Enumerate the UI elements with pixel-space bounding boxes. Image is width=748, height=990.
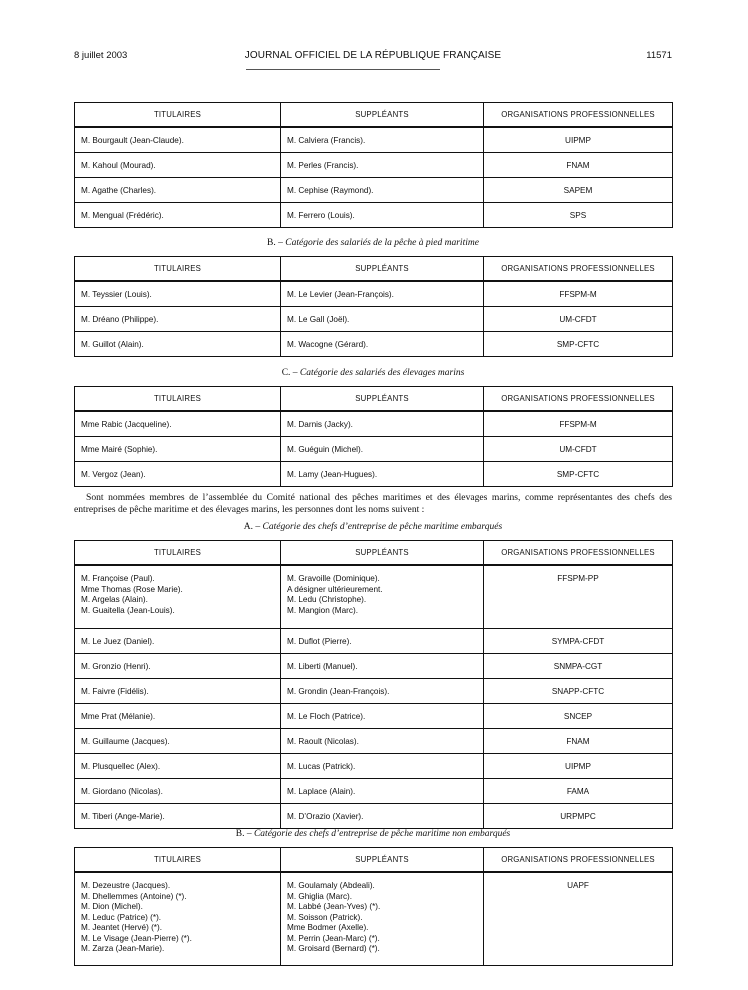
col-header-titulaires: TITULAIRES bbox=[75, 387, 281, 412]
table-salaries-peche-a-pied bbox=[74, 256, 673, 357]
suppleant-cell: M. Le Gall (Joël). bbox=[281, 307, 484, 332]
suppleant-cell: M. Cephise (Raymond). bbox=[281, 178, 484, 203]
section-title-b-chefs-non-embarques bbox=[74, 829, 672, 839]
col-header-organisations: ORGANISATIONS PROFESSIONNELLES bbox=[484, 541, 673, 566]
suppleants-list-cell bbox=[281, 872, 484, 966]
titulaire-name: Mme Thomas (Rose Marie). bbox=[81, 584, 183, 594]
table-row bbox=[75, 307, 673, 332]
col-header-organisations: ORGANISATIONS PROFESSIONNELLES bbox=[484, 387, 673, 412]
table-row bbox=[75, 203, 673, 228]
organisation-cell: FFSPM-M bbox=[484, 411, 673, 437]
suppleant-name: A désigner ultérieurement. bbox=[287, 584, 383, 594]
section-heading: Catégorie des chefs d’entreprise de pêche maritime embarqués bbox=[262, 522, 503, 532]
table-chefs-embarques bbox=[74, 540, 673, 829]
titulaire-cell: M. Guillaume (Jacques). bbox=[75, 729, 281, 754]
titulaire-cell: M. Agathe (Charles). bbox=[75, 178, 281, 203]
suppleant-cell: M. Duflot (Pierre). bbox=[281, 629, 484, 654]
titulaire-cell: M. Guillot (Alain). bbox=[75, 332, 281, 357]
titulaire-cell: M. Bourgault (Jean-Claude). bbox=[75, 127, 281, 153]
suppleant-cell: M. Guéguin (Michel). bbox=[281, 437, 484, 462]
section-title-c-salaries bbox=[74, 368, 672, 378]
col-header-suppleants: SUPPLÉANTS bbox=[281, 541, 484, 566]
organisation-cell: SAPEM bbox=[484, 178, 673, 203]
table-row bbox=[75, 411, 673, 437]
suppleant-cell: M. Ferrero (Louis). bbox=[281, 203, 484, 228]
organisation-cell: FNAM bbox=[484, 729, 673, 754]
suppleant-name: M. Perrin (Jean-Marc) (*). bbox=[287, 933, 380, 943]
section-heading: Catégorie des salariés des élevages marins bbox=[299, 368, 465, 378]
table-row bbox=[75, 754, 673, 779]
titulaire-name: M. Jeantet (Hervé) (*). bbox=[81, 923, 162, 932]
suppleant-name: M. Mangion (Marc). bbox=[287, 605, 358, 615]
titulaire-cell: M. Faivre (Fidélis). bbox=[75, 679, 281, 704]
header-journal-title: JOURNAL OFFICIEL DE LA RÉPUBLIQUE FRANÇAISE bbox=[244, 50, 502, 61]
titulaire-cell: M. Teyssier (Louis). bbox=[75, 281, 281, 307]
organisation-cell: SNAPP-CFTC bbox=[484, 679, 673, 704]
section-heading: Catégorie des chefs d’entreprise de pêche maritime non embarqués bbox=[253, 829, 511, 839]
organisation-cell: SMP-CFTC bbox=[484, 462, 673, 487]
section-prefix: A. – bbox=[243, 522, 261, 532]
suppleant-cell: M. Lucas (Patrick). bbox=[281, 754, 484, 779]
table-row bbox=[75, 437, 673, 462]
suppleant-cell: M. Calviera (Francis). bbox=[281, 127, 484, 153]
table-row bbox=[75, 127, 673, 153]
section-heading: Catégorie des salariés de la pêche à pied maritime bbox=[285, 238, 479, 248]
organisation-cell: UM-CFDT bbox=[484, 437, 673, 462]
titulaires-list-cell bbox=[75, 872, 281, 966]
col-header-suppleants: SUPPLÉANTS bbox=[281, 257, 484, 282]
page-header bbox=[74, 50, 672, 64]
titulaire-cell: Mme Prat (Mélanie). bbox=[75, 704, 281, 729]
suppleant-cell: M. Le Floch (Patrice). bbox=[281, 704, 484, 729]
section-title-a-chefs-embarques bbox=[74, 522, 672, 532]
col-header-suppleants: SUPPLÉANTS bbox=[281, 103, 484, 128]
titulaire-name: M. Dezeustre (Jacques). bbox=[81, 881, 171, 890]
table-row bbox=[75, 178, 673, 203]
col-header-suppleants: SUPPLÉANTS bbox=[281, 387, 484, 412]
titulaire-cell: Mme Rabic (Jacqueline). bbox=[75, 411, 281, 437]
suppleant-cell: M. Lamy (Jean-Hugues). bbox=[281, 462, 484, 487]
table-row bbox=[75, 872, 673, 966]
col-header-suppleants: SUPPLÉANTS bbox=[281, 848, 484, 873]
organisation-cell: UIPMP bbox=[484, 127, 673, 153]
col-header-titulaires: TITULAIRES bbox=[75, 257, 281, 282]
suppleant-name: M. Goulamaly (Abdeali). bbox=[287, 881, 375, 890]
table-row bbox=[75, 779, 673, 804]
organisation-cell bbox=[484, 872, 673, 966]
organisation-cell: SNCEP bbox=[484, 704, 673, 729]
suppleant-name: M. Gravoille (Dominique). bbox=[287, 574, 380, 583]
titulaire-cell: M. Mengual (Frédéric). bbox=[75, 203, 281, 228]
suppleant-cell: M. Darnis (Jacky). bbox=[281, 411, 484, 437]
table-row bbox=[75, 729, 673, 754]
titulaire-cell: M. Kahoul (Mourad). bbox=[75, 153, 281, 178]
organisation-name: UAPF bbox=[567, 881, 589, 890]
titulaire-cell: M. Le Juez (Daniel). bbox=[75, 629, 281, 654]
suppleant-cell: M. Grondin (Jean-François). bbox=[281, 679, 484, 704]
suppleants-list-cell bbox=[281, 565, 484, 629]
organisation-cell: SYMPA-CFDT bbox=[484, 629, 673, 654]
titulaire-name: M. Leduc (Patrice) (*). bbox=[81, 912, 162, 922]
titulaire-name: M. Argelas (Alain). bbox=[81, 595, 148, 604]
organisation-cell: FNAM bbox=[484, 153, 673, 178]
suppleant-cell: M. Liberti (Manuel). bbox=[281, 654, 484, 679]
col-header-organisations: ORGANISATIONS PROFESSIONNELLES bbox=[484, 103, 673, 128]
suppleant-name: Mme Bodmer (Axelle). bbox=[287, 923, 369, 932]
table-row bbox=[75, 679, 673, 704]
table-row bbox=[75, 629, 673, 654]
col-header-organisations: ORGANISATIONS PROFESSIONNELLES bbox=[484, 848, 673, 873]
table-row bbox=[75, 804, 673, 829]
suppleant-name: M. Groisard (Bernard) (*). bbox=[287, 944, 380, 953]
titulaire-name: M. Françoise (Paul). bbox=[81, 574, 155, 583]
section-prefix: B. – bbox=[267, 238, 283, 248]
suppleant-name: M. Ghiglia (Marc). bbox=[287, 891, 353, 901]
organisation-cell: FFSPM-M bbox=[484, 281, 673, 307]
header-rule bbox=[246, 69, 440, 70]
suppleant-cell: M. Raoult (Nicolas). bbox=[281, 729, 484, 754]
header-page-number: 11571 bbox=[646, 50, 672, 61]
titulaire-cell: M. Gronzio (Henri). bbox=[75, 654, 281, 679]
titulaire-name: M. Le Visage (Jean-Pierre) (*). bbox=[81, 933, 192, 943]
table-row bbox=[75, 462, 673, 487]
titulaires-list-cell bbox=[75, 565, 281, 629]
section-title-b-salaries bbox=[74, 238, 672, 248]
suppleant-name: M. Labbé (Jean-Yves) (*). bbox=[287, 902, 381, 911]
suppleant-name: M. Ledu (Christophe). bbox=[287, 595, 367, 604]
organisation-cell: UIPMP bbox=[484, 754, 673, 779]
suppleant-cell: M. Le Levier (Jean-François). bbox=[281, 281, 484, 307]
titulaire-cell: M. Vergoz (Jean). bbox=[75, 462, 281, 487]
titulaire-name: M. Dhellemmes (Antoine) (*). bbox=[81, 891, 187, 901]
titulaire-cell: M. Tiberi (Ange-Marie). bbox=[75, 804, 281, 829]
organisation-cell: SNMPA-CGT bbox=[484, 654, 673, 679]
suppleant-cell: M. Wacogne (Gérard). bbox=[281, 332, 484, 357]
organisation-cell: SMP-CFTC bbox=[484, 332, 673, 357]
header-date: 8 juillet 2003 bbox=[74, 50, 128, 61]
organisation-name: FFSPM-PP bbox=[557, 574, 599, 583]
titulaire-cell: M. Plusquellec (Alex). bbox=[75, 754, 281, 779]
organisation-cell: SPS bbox=[484, 203, 673, 228]
table-row bbox=[75, 654, 673, 679]
body-paragraph: Sont nommées membres de l’assemblée du Comité national des pêches maritimes et des élevages marins, comme représentantes des chefs des entreprises de pêche maritime et des élevages marins, les personnes dont les noms suivent : bbox=[74, 492, 672, 515]
organisation-cell: URPMPC bbox=[484, 804, 673, 829]
table-row bbox=[75, 281, 673, 307]
table-row bbox=[75, 153, 673, 178]
suppleant-cell: M. Perles (Francis). bbox=[281, 153, 484, 178]
organisation-cell bbox=[484, 565, 673, 629]
titulaire-cell: Mme Mairé (Sophie). bbox=[75, 437, 281, 462]
table-chefs-non-embarques bbox=[74, 847, 673, 966]
section-prefix: B. – bbox=[235, 829, 252, 839]
table-row bbox=[75, 704, 673, 729]
section-prefix: C. – bbox=[281, 368, 298, 378]
col-header-titulaires: TITULAIRES bbox=[75, 541, 281, 566]
titulaire-cell: M. Giordano (Nicolas). bbox=[75, 779, 281, 804]
table-salaries-elevages-marins bbox=[74, 386, 673, 487]
suppleant-cell: M. D’Orazio (Xavier). bbox=[281, 804, 484, 829]
titulaire-name: M. Guaitella (Jean-Louis). bbox=[81, 605, 175, 615]
titulaire-name: M. Zarza (Jean-Marie). bbox=[81, 944, 165, 953]
organisation-cell: UM-CFDT bbox=[484, 307, 673, 332]
suppleant-name: M. Soisson (Patrick). bbox=[287, 912, 363, 922]
suppleant-cell: M. Laplace (Alain). bbox=[281, 779, 484, 804]
table-row bbox=[75, 332, 673, 357]
col-header-organisations: ORGANISATIONS PROFESSIONNELLES bbox=[484, 257, 673, 282]
titulaire-cell: M. Dréano (Philippe). bbox=[75, 307, 281, 332]
table-row bbox=[75, 565, 673, 629]
organisation-cell: FAMA bbox=[484, 779, 673, 804]
col-header-titulaires: TITULAIRES bbox=[75, 103, 281, 128]
table-organisations-1 bbox=[74, 102, 673, 228]
titulaire-name: M. Dion (Michel). bbox=[81, 902, 143, 911]
col-header-titulaires: TITULAIRES bbox=[75, 848, 281, 873]
